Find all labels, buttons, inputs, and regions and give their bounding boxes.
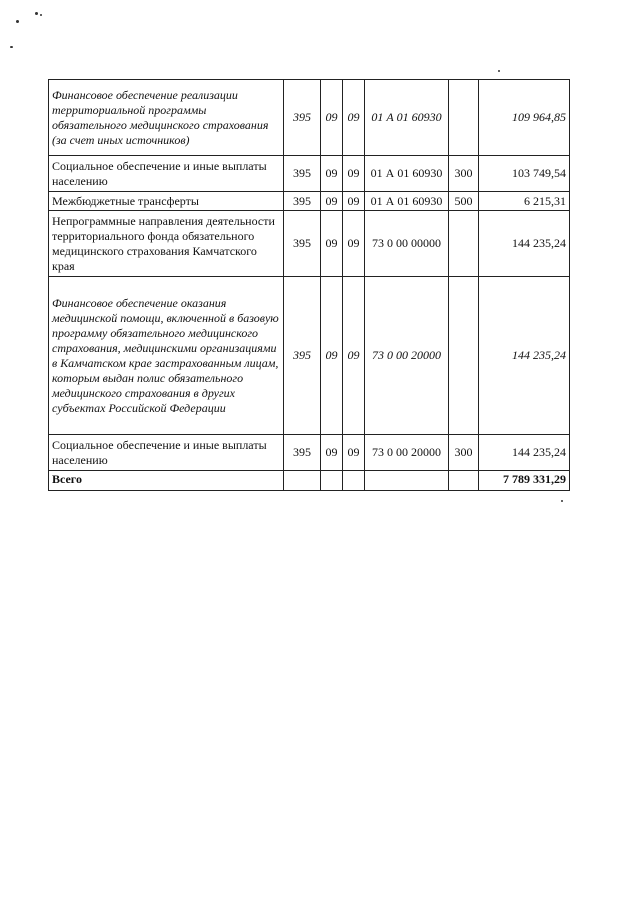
row-amount: 144 235,24 [479, 435, 570, 471]
row-target: 73 0 00 00000 [365, 211, 449, 277]
table-row [49, 156, 570, 192]
row-name: Непрограммные направления деятельности территориального фонда обязательного медицинского страхования Камчатского края [49, 211, 284, 277]
row-code: 395 [284, 156, 321, 192]
row-code: 395 [284, 80, 321, 156]
row-target: 73 0 00 20000 [365, 435, 449, 471]
row-subsection: 09 [343, 211, 365, 277]
scan-speck [10, 46, 13, 48]
budget-table [48, 79, 570, 491]
row-section: 09 [321, 277, 343, 435]
row-target: 73 0 00 20000 [365, 277, 449, 435]
table-row [49, 277, 570, 435]
row-code: 395 [284, 192, 321, 211]
empty-cell [284, 471, 321, 491]
empty-cell [365, 471, 449, 491]
row-amount: 144 235,24 [479, 211, 570, 277]
table-row [49, 211, 570, 277]
empty-cell [343, 471, 365, 491]
table-row [49, 435, 570, 471]
row-subsection: 09 [343, 80, 365, 156]
scan-speck [561, 500, 563, 502]
table-row [49, 192, 570, 211]
row-code: 395 [284, 277, 321, 435]
row-name: Межбюджетные трансферты [49, 192, 284, 211]
row-subsection: 09 [343, 435, 365, 471]
row-section: 09 [321, 435, 343, 471]
row-target: 01 А 01 60930 [365, 156, 449, 192]
row-name: Финансовое обеспечение реализации территориальной программы обязательного медицинского страхования (за счет иных источников) [49, 80, 284, 156]
row-section: 09 [321, 211, 343, 277]
table-body [49, 80, 570, 491]
table-row [49, 80, 570, 156]
row-target: 01 А 01 60930 [365, 192, 449, 211]
row-target: 01 А 01 60930 [365, 80, 449, 156]
scan-speck [35, 12, 38, 15]
row-amount: 109 964,85 [479, 80, 570, 156]
row-type: 300 [449, 435, 479, 471]
total-label: Всего [49, 471, 284, 491]
row-amount: 144 235,24 [479, 277, 570, 435]
empty-cell [449, 471, 479, 491]
row-subsection: 09 [343, 156, 365, 192]
row-name: Финансовое обеспечение оказания медицинской помощи, включенной в базовую программу обязательного медицинского страхования, медицинскими организациями в Камчатском крае застрахованным лицам, которым выдан полис обязательного медицинского страхования в других субъектах Российской Федерации [49, 277, 284, 435]
scan-speck [40, 14, 42, 16]
row-section: 09 [321, 156, 343, 192]
row-type [449, 80, 479, 156]
scan-speck [16, 20, 19, 23]
row-subsection: 09 [343, 192, 365, 211]
row-amount: 103 749,54 [479, 156, 570, 192]
row-code: 395 [284, 435, 321, 471]
total-amount: 7 789 331,29 [479, 471, 570, 491]
scan-speck [498, 70, 500, 72]
row-code: 395 [284, 211, 321, 277]
row-type [449, 277, 479, 435]
row-subsection: 09 [343, 277, 365, 435]
empty-cell [321, 471, 343, 491]
row-section: 09 [321, 80, 343, 156]
total-row [49, 471, 570, 491]
row-type: 500 [449, 192, 479, 211]
row-section: 09 [321, 192, 343, 211]
row-type: 300 [449, 156, 479, 192]
row-type [449, 211, 479, 277]
row-name: Социальное обеспечение и иные выплаты населению [49, 435, 284, 471]
row-name: Социальное обеспечение и иные выплаты населению [49, 156, 284, 192]
row-amount: 6 215,31 [479, 192, 570, 211]
